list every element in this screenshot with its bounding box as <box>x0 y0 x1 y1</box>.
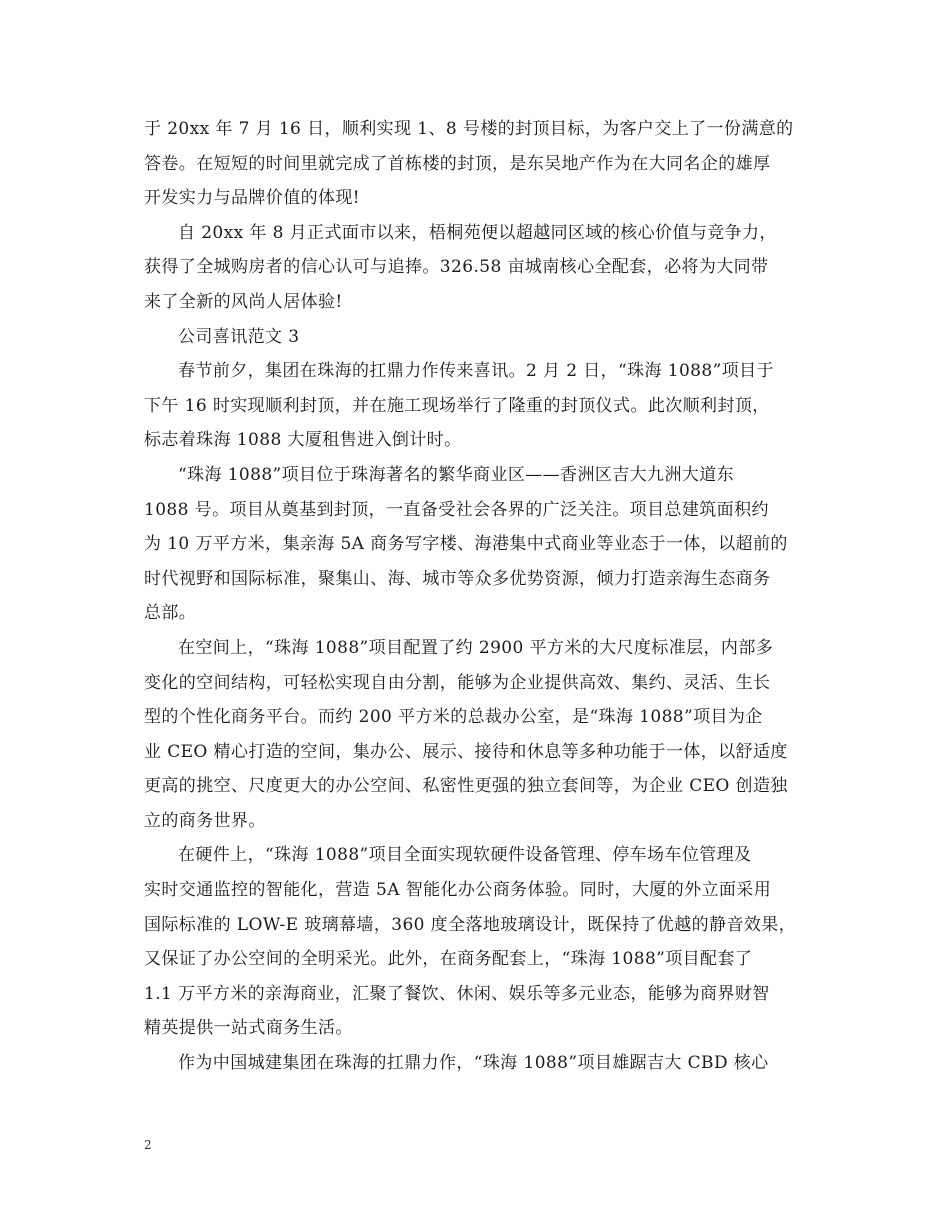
text-line: 来了全新的风尚人居体验! <box>144 291 343 312</box>
text-line: “珠海 1088”项目位于珠海著名的繁华商业区——香洲区吉大九洲大道东 <box>178 464 735 485</box>
text-line: 开发实力与品牌价值的体现! <box>144 188 361 209</box>
text-line: 答卷。在短短的时间里就完成了首栋楼的封顶，是东吴地产作为在大同名企的雄厚 <box>144 153 771 174</box>
text-line: 在硬件上，“珠海 1088”项目全面实现软硬件设备管理、停车场车位管理及 <box>178 845 752 866</box>
text-line: 时代视野和国际标准，聚集山、海、城市等众多优势资源，倾力打造亲海生态商务 <box>144 568 771 589</box>
text-line: 于 20xx 年 7 月 16 日，顺利实现 1、8 号楼的封顶目标，为客户交上了一份满意的 <box>144 119 794 139</box>
text-line: 1.1 万平方米的亲海商业，汇聚了餐饮、休闲、娱乐等多元业态，能够为商界财智 <box>144 983 770 1004</box>
paragraph <box>144 320 812 355</box>
text-line: 作为中国城建集团在珠海的扛鼎力作，“珠海 1088”项目雄踞吉大 CBD 核心 <box>178 1053 769 1074</box>
text-line: 型的个性化商务平台。而约 200 平方米的总裁办公室，是“珠海 1088”项目为企 <box>144 707 763 728</box>
text-line: 春节前夕，集团在珠海的扛鼎力作传来喜讯。2 月 2 日，“珠海 1088”项目于 <box>178 361 774 382</box>
paragraph <box>144 631 812 839</box>
text-line: 精英提供一站式商务生活。 <box>144 1018 353 1039</box>
text-line: 获得了全城购房者的信心认可与追捧。326.58 亩城南核心全配套，必将为大同带 <box>144 257 769 278</box>
text-line: 总部。 <box>144 603 197 624</box>
text-line: 更高的挑空、尺度更大的办公空间、私密性更强的独立套间等，为企业 CEO 创造独 <box>144 776 788 797</box>
text-line: 下午 16 时实现顺利封顶，并在施工现场举行了隆重的封顶仪式。此次顺利封顶， <box>144 395 770 416</box>
text-line: 又保证了办公空间的全明采光。此外，在商务配套上，“珠海 1088”项目配套了 <box>144 949 753 970</box>
text-line: 国际标准的 LOW-E 玻璃幕墙，360 度全落地玻璃设计，既保持了优越的静音效果， <box>144 914 797 935</box>
text-line: 标志着珠海 1088 大厦租售进入倒计时。 <box>144 430 462 451</box>
text-line: 业 CEO 精心打造的空间，集办公、展示、接待和休息等多种功能于一体，以舒适度 <box>144 741 788 762</box>
paragraph <box>144 354 812 458</box>
paragraph <box>144 216 812 320</box>
paragraph <box>144 1046 812 1081</box>
text-line: 1088 号。项目从奠基到封顶，一直备受社会各界的广泛关注。项目总建筑面积约 <box>144 499 769 520</box>
text-line: 自 20xx 年 8 月正式面市以来，梧桐苑便以超越同区域的核心价值与竞争力， <box>178 222 777 243</box>
paragraph <box>144 112 812 216</box>
text-line: 立的商务世界。 <box>144 810 266 831</box>
text-line: 实时交通监控的智能化，营造 5A 智能化办公商务体验。同时，大厦的外立面采用 <box>144 880 772 901</box>
paragraph <box>144 838 812 1046</box>
paragraph <box>144 458 812 631</box>
text-line: 公司喜讯范文 3 <box>178 326 300 347</box>
text-line: 为 10 万平方米，集亲海 5A 商务写字楼、海港集中式商业等业态于一体，以超前的 <box>144 534 788 555</box>
document-body <box>144 112 812 1081</box>
text-line: 在空间上，“珠海 1088”项目配置了约 2900 平方米的大尺度标准层，内部多 <box>178 637 774 658</box>
text-line: 变化的空间结构，可轻松实现自由分割，能够为企业提供高效、集约、灵活、生长 <box>144 672 771 693</box>
page-number: 2 <box>144 1138 152 1152</box>
